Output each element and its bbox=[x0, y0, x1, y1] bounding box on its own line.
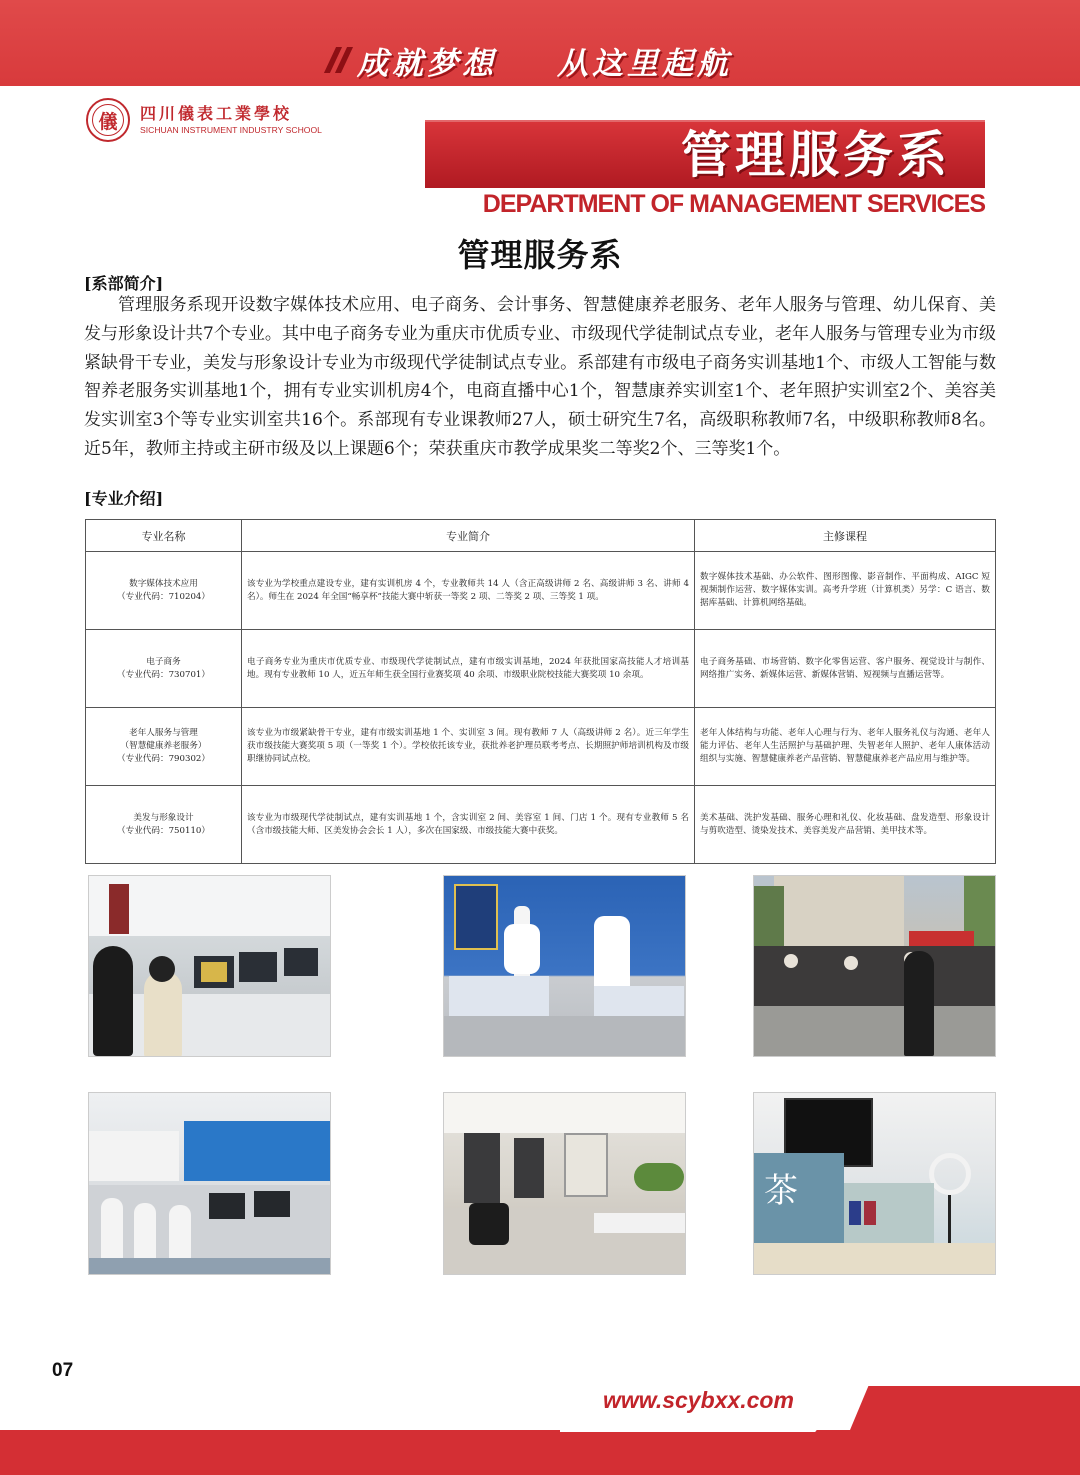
major-courses: 老年人体结构与功能、老年人心理与行为、老年人服务礼仪与沟通、老年人能力评估、老年人生活照护与基础护理、失智老年人照护、老年人康体活动组织与实施、智慧健康养老产品营销、智慧健康养老产品应用与维护等。 bbox=[695, 708, 996, 786]
major-desc: 该专业为学校重点建设专业，建有实训机房 4 个，专业教师共 14 人（含正高级讲师 2 名、高级讲师 3 名、讲师 4 名）。师生在 2024 年全国“畅享杯”技能大赛中斩获一等奖 2 项、二等奖 2 项、三等奖 1 项。 bbox=[242, 552, 695, 630]
major-courses: 电子商务基础、市场营销、数字化零售运营、客户服务、视觉设计与制作、网络推广实务、新媒体运营、新媒体营销、短视频与直播运营等。 bbox=[695, 630, 996, 708]
major-desc: 电子商务专业为重庆市优质专业、市级现代学徒制试点，建有市级实训基地，2024 年获批国家高技能人才培训基地。现有专业教师 10 人，近五年师生获全国行业赛奖项 40 余项、市级职业院校技能大赛奖项 10 余项。 bbox=[242, 630, 695, 708]
major-name-cell bbox=[86, 786, 242, 864]
school-name-cn: 四川儀表工業學校 bbox=[140, 104, 293, 123]
page-title: 管理服务系 bbox=[457, 236, 623, 274]
majors-table bbox=[85, 519, 996, 864]
major-code: （专业代码：730701） bbox=[117, 669, 210, 680]
table-row bbox=[86, 786, 996, 864]
photo-salon-lab bbox=[443, 1092, 686, 1275]
intro-paragraph: 管理服务系现开设数字媒体技术应用、电子商务、会计事务、智慧健康养老服务、老年人服务与管理、幼儿保育、美发与形象设计共7个专业。其中电子商务专业为重庆市优质专业、市级现代学徒制试点专业，老年人服务与管理专业为市级紧缺骨干专业，美发与形象设计专业为市级现代学徒制试点专业。系部建有市级电子商务实训基地1个、市级人工智能与数智养老服务实训基地1个，拥有专业实训机房4个，电商直播中心1个，智慧康养实训室1个、老年照护实训室2个、美容美发实训室3个等专业实训室共16个。系部现有专业课教师27人，硕士研究生7名，高级职称教师7名，中级职称教师8名。近5年，教师主持或主研市级及以上课题6个；荣获重庆市教学成果奖二等奖2个、三等奖1个。 bbox=[84, 295, 996, 459]
website-link[interactable]: www.scybxx.com bbox=[603, 1387, 794, 1413]
top-banner bbox=[0, 0, 1080, 86]
department-title-en: DEPARTMENT OF MANAGEMENT SERVICES bbox=[482, 190, 985, 218]
major-name: 老年人服务与管理 bbox=[129, 728, 198, 738]
major-desc: 该专业为市级紧缺骨干专业，建有市级实训基地 1 个、实训室 3 间。现有教师 7 人（高级讲师 2 名）。近三年学生获市级技能大赛奖项 5 项（一等奖 1 个）。学校依托该专业，获批养老护理员联考考点、长期照护师培训机构及市级职继协同试点校。 bbox=[242, 708, 695, 786]
major-name-cell bbox=[86, 630, 242, 708]
photo-computer-lab bbox=[88, 875, 331, 1057]
table-row bbox=[86, 630, 996, 708]
header-name: 专业名称 bbox=[86, 520, 242, 552]
school-name-en: SICHUAN INSTRUMENT INDUSTRY SCHOOL bbox=[140, 125, 322, 135]
bottom-corner bbox=[850, 1386, 1080, 1430]
major-name-cell bbox=[86, 552, 242, 630]
major-code: （专业代码：710204） bbox=[117, 591, 210, 602]
table-row bbox=[86, 708, 996, 786]
major-code: （专业代码：790302） bbox=[117, 754, 210, 764]
major-name: 美发与形象设计 bbox=[133, 812, 194, 823]
major-subname: （智慧健康养老服务） bbox=[120, 741, 207, 751]
major-name: 数字媒体技术应用 bbox=[129, 578, 198, 589]
major-courses: 美术基础、洗护发基础、服务心理和礼仪、化妆基础、盘发造型、形象设计与剪吹造型、烫染发技术、美容美发产品营销、美甲技术等。 bbox=[695, 786, 996, 864]
header-courses: 主修课程 bbox=[695, 520, 996, 552]
majors-label: [专业介绍] bbox=[84, 489, 164, 508]
major-name-cell bbox=[86, 708, 242, 786]
table-header-row bbox=[86, 520, 996, 552]
page-number: 07 bbox=[52, 1360, 74, 1381]
major-code: （专业代码：750110） bbox=[117, 825, 210, 836]
department-banner bbox=[425, 120, 985, 188]
slogan-left: 成就梦想 bbox=[357, 45, 497, 82]
tea-character-icon: 茶 bbox=[764, 1171, 798, 1211]
photo-outdoor-event bbox=[753, 875, 996, 1057]
department-title-cn: 管理服务系 bbox=[681, 126, 951, 184]
major-desc: 该专业为市级现代学徒制试点，建有实训基地 1 个，含实训室 2 间、美容室 1 间、门店 1 个。现有专业教师 5 名（含市级技能大师、区美发协会会长 1 人），多次在国家级、市级技能大赛中获奖。 bbox=[242, 786, 695, 864]
major-courses: 数字媒体技术基础、办公软件、图形图像、影音制作、平面构成、AIGC 短视频制作运营、数字媒体实训。高考升学班（计算机类）另学：C 语言、数据库基础、计算机网络基础。 bbox=[695, 552, 996, 630]
photo-care-lab bbox=[443, 875, 686, 1057]
photo-livestream-studio bbox=[753, 1092, 996, 1275]
table-row bbox=[86, 552, 996, 630]
intro-label: [系部简介] bbox=[84, 274, 164, 293]
school-logo bbox=[86, 98, 322, 142]
slogan bbox=[330, 40, 732, 80]
slogan-right: 从这里起航 bbox=[557, 45, 732, 82]
school-seal-icon bbox=[86, 98, 130, 142]
bottom-bar bbox=[0, 1430, 1080, 1475]
photo-classroom bbox=[88, 1092, 331, 1275]
seal-char: 儀 bbox=[98, 110, 118, 133]
header-desc: 专业简介 bbox=[242, 520, 695, 552]
major-name: 电子商务 bbox=[146, 656, 181, 667]
slash-decoration-icon bbox=[324, 47, 353, 73]
